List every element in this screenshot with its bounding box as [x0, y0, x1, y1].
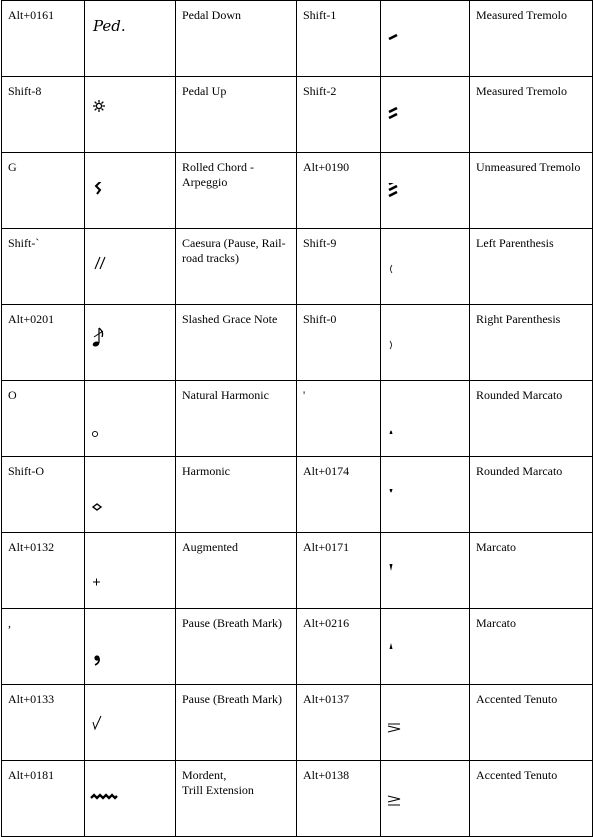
symbol-name-cell: Marcato	[470, 609, 593, 685]
symbol-name-cell: Measured Tremolo	[470, 1, 593, 77]
shortcut-cell: Shift-2	[297, 77, 381, 153]
symbol-name-cell: Mordent, Trill Extension	[176, 761, 297, 837]
breath-mark-comma-icon	[90, 645, 130, 685]
shortcut-cell: Alt+0137	[297, 685, 381, 761]
pedal-down-icon	[90, 17, 130, 57]
tremolo-3-icon	[386, 183, 426, 223]
shortcut-cell: O	[2, 381, 85, 457]
shortcut-cell: Alt+0132	[2, 533, 85, 609]
symbol-name-cell: Augmented	[176, 533, 297, 609]
symbol-name-cell: Pedal Up	[176, 77, 297, 153]
symbol-cell	[381, 305, 470, 381]
table-row	[2, 1, 593, 77]
shortcut-cell: Shift-1	[297, 1, 381, 77]
harmonic-icon	[90, 493, 130, 533]
symbol-cell	[381, 381, 470, 457]
symbol-cell	[85, 761, 176, 837]
symbol-name-cell: Left Parenthesis	[470, 229, 593, 305]
shortcut-cell: Shift-`	[2, 229, 85, 305]
shortcut-cell: '	[297, 381, 381, 457]
table-row	[2, 229, 593, 305]
rounded-marcato-down-icon	[386, 486, 426, 526]
right-paren-icon	[386, 332, 426, 372]
symbol-cell	[85, 1, 176, 77]
tremolo-2-icon	[386, 104, 426, 144]
left-paren-icon	[386, 256, 426, 296]
rounded-marcato-up-icon	[386, 419, 426, 459]
table-row	[2, 77, 593, 153]
table-row	[2, 609, 593, 685]
symbol-name-cell: Harmonic	[176, 457, 297, 533]
shortcut-cell: Alt+0171	[297, 533, 381, 609]
arpeggio-icon	[90, 182, 130, 222]
marcato-down-icon	[386, 561, 426, 601]
table-row	[2, 305, 593, 381]
table-body	[2, 1, 593, 837]
shortcut-cell: Alt+0174	[297, 457, 381, 533]
symbol-name-cell: Right Parenthesis	[470, 305, 593, 381]
symbol-cell	[85, 229, 176, 305]
natural-harmonic-icon	[90, 417, 130, 457]
symbol-cell	[381, 609, 470, 685]
augmented-icon	[90, 569, 130, 609]
symbol-cell	[85, 305, 176, 381]
symbol-cell	[85, 77, 176, 153]
symbol-name-cell: Pause (Breath Mark)	[176, 685, 297, 761]
symbol-cell	[85, 153, 176, 229]
symbol-cell	[381, 1, 470, 77]
caesura-icon	[90, 251, 130, 291]
symbol-name-cell: Accented Tenuto	[470, 761, 593, 837]
table-row	[2, 533, 593, 609]
shortcut-cell: Shift-9	[297, 229, 381, 305]
symbol-name-cell: Slashed Grace Note	[176, 305, 297, 381]
breath-mark-tick-icon	[90, 713, 130, 753]
symbol-name-cell: Caesura (Pause, Rail-road tracks)	[176, 229, 297, 305]
symbol-name-cell: Rounded Marcato	[470, 457, 593, 533]
table-row	[2, 685, 593, 761]
shortcut-cell: Alt+0161	[2, 1, 85, 77]
shortcut-cell: Alt+0216	[297, 609, 381, 685]
symbol-cell	[381, 761, 470, 837]
symbol-cell	[381, 685, 470, 761]
symbol-name-cell: Unmeasured Tremolo	[470, 153, 593, 229]
symbol-cell	[85, 533, 176, 609]
symbol-reference-table	[1, 0, 593, 837]
shortcut-cell: Shift-O	[2, 457, 85, 533]
mordent-icon	[90, 791, 130, 831]
symbol-name-cell: Accented Tenuto	[470, 685, 593, 761]
shortcut-cell: Alt+0201	[2, 305, 85, 381]
shortcut-cell: G	[2, 153, 85, 229]
symbol-cell	[85, 685, 176, 761]
symbol-cell	[85, 381, 176, 457]
symbol-cell	[381, 533, 470, 609]
shortcut-cell: Alt+0133	[2, 685, 85, 761]
table-row	[2, 457, 593, 533]
table-row	[2, 761, 593, 837]
symbol-cell	[381, 153, 470, 229]
symbol-name-cell: Marcato	[470, 533, 593, 609]
shortcut-cell: ,	[2, 609, 85, 685]
shortcut-cell: Alt+0138	[297, 761, 381, 837]
shortcut-cell: Alt+0181	[2, 761, 85, 837]
shortcut-cell: Alt+0190	[297, 153, 381, 229]
svg-text:Ped.: Ped.	[93, 17, 126, 35]
table-row	[2, 153, 593, 229]
symbol-cell	[85, 609, 176, 685]
accented-tenuto-down-icon	[386, 717, 426, 757]
symbol-name-cell: Measured Tremolo	[470, 77, 593, 153]
symbol-name-cell: Rolled Chord - Arpeggio	[176, 153, 297, 229]
symbol-cell	[85, 457, 176, 533]
grace-note-icon	[90, 327, 130, 367]
symbol-cell	[381, 457, 470, 533]
symbol-name-cell: Pedal Down	[176, 1, 297, 77]
pedal-up-icon	[90, 99, 130, 139]
accented-tenuto-up-icon	[386, 793, 426, 833]
table-row	[2, 381, 593, 457]
marcato-up-icon	[386, 637, 426, 677]
symbol-name-cell: Rounded Marcato	[470, 381, 593, 457]
symbol-name-cell: Pause (Breath Mark)	[176, 609, 297, 685]
symbol-cell	[381, 229, 470, 305]
tremolo-1-icon	[386, 23, 426, 63]
shortcut-cell: Shift-0	[297, 305, 381, 381]
symbol-cell	[381, 77, 470, 153]
shortcut-cell: Shift-8	[2, 77, 85, 153]
symbol-name-cell: Natural Harmonic	[176, 381, 297, 457]
